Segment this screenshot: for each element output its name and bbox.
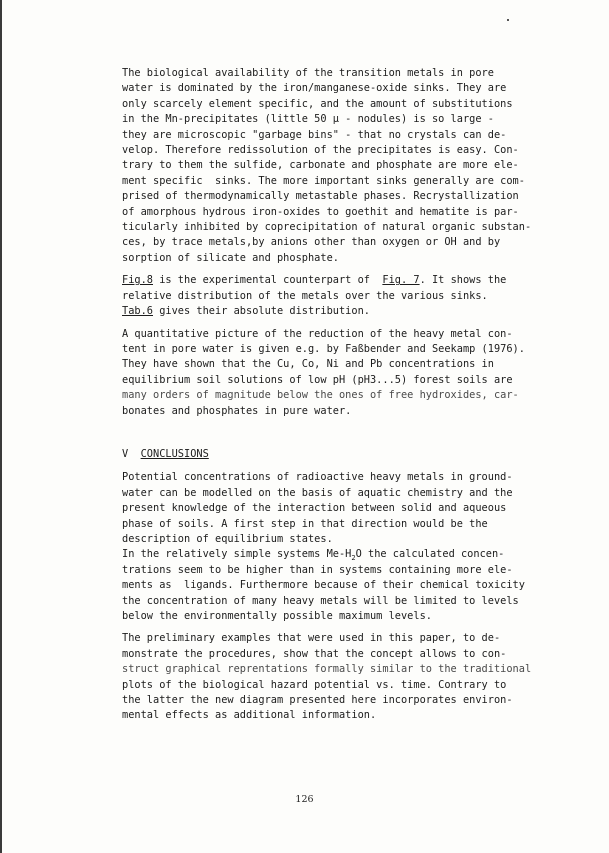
text-line: below the environmentally possible maximum levels. (122, 610, 432, 622)
text-line: equilibrium soil solutions of low pH (pH3...5) forest soils are (122, 373, 513, 386)
section-number: V (122, 447, 129, 460)
text-span: O the calculated concen- (355, 548, 505, 561)
text-line: of amorphous hydrous iron-oxides to goethit and hematite is par- (122, 205, 519, 218)
text-line: ments as ligands. Furthermore because of their chemical toxicity (122, 579, 525, 592)
text-line: struct graphical reprentations formally similar to the traditional (122, 663, 532, 676)
text-line: trary to them the sulfide, carbonate and phosphate are more ele- (122, 159, 519, 172)
section-heading (122, 447, 552, 462)
text-line: phase of soils. A first step in that direction would be the (122, 517, 488, 530)
text-line: The preliminary examples that were used in this paper, to de- (122, 632, 501, 645)
text-line (122, 547, 552, 562)
text-line: A quantitative picture of the reduction of the heavy metal con- (122, 327, 513, 340)
table-6-reference: Tab.6 (122, 305, 153, 318)
text-line: They have shown that the Cu, Co, Ni and Pb concentrations in (122, 358, 494, 371)
paragraph-conclusions-2 (122, 631, 552, 723)
text-line: description of equilibrium states. (122, 532, 333, 545)
text-line: the latter the new diagram presented here incorporates environ- (122, 694, 513, 707)
paragraph-conclusions-1 (122, 470, 552, 624)
text-line: ment specific sinks. The more important sinks generally are com- (122, 174, 525, 187)
text-line: The biological availability of the transition metals in pore (122, 67, 494, 79)
text-line: they are microscopic "garbage bins" - that no crystals can de- (122, 128, 507, 141)
text-span: . It shows the (419, 274, 507, 287)
text-line: the concentration of many heavy metals will be limited to levels (122, 594, 519, 607)
scan-edge-line (0, 0, 2, 853)
text-line: plots of the biological hazard potential vs. time. Contrary to (122, 678, 507, 691)
text-line: ces, by trace metals,by anions other than oxygen or OH and by (122, 236, 501, 249)
text-line (122, 304, 552, 319)
paragraph-sink-availability (122, 66, 552, 266)
text-line: water is dominated by the iron/manganese-oxide sinks. They are (122, 82, 507, 95)
section-title: CONCLUSIONS (140, 447, 209, 460)
figure-8-reference: Fig.8 (122, 274, 153, 287)
text-line: present knowledge of the interaction between solid and aqueous (122, 502, 507, 515)
figure-7-reference: Fig. 7 (382, 274, 420, 287)
text-line (122, 273, 552, 288)
scan-speck (507, 19, 509, 21)
text-line: mental effects as additional information. (122, 709, 377, 722)
text-span: gives their absolute distribution. (153, 305, 370, 318)
body-text (122, 66, 552, 731)
text-line: in the Mn-precipitates (little 50 µ - nodules) is so large - (122, 113, 494, 126)
text-span: is the experimental counterpart of (153, 274, 383, 287)
text-line (122, 447, 552, 462)
text-line: prised of thermodynamically metastable phases. Recrystallization (122, 190, 519, 203)
text-line: velop. Therefore redissolution of the precipitates is easy. Con- (122, 144, 519, 157)
text-line: tent in pore water is given e.g. by Faßbender and Seekamp (1976). (122, 342, 525, 355)
text-line: only scarcely element specific, and the amount of substitutions (122, 97, 513, 110)
text-line: bonates and phosphates in pure water. (122, 404, 352, 417)
page-number: 126 (295, 794, 314, 805)
text-line: many orders of magnitude below the ones of free hydroxides, car- (122, 389, 519, 402)
text-line: water can be modelled on the basis of aquatic chemistry and the (122, 486, 513, 499)
text-line: sorption of silicate and phosphate. (122, 251, 339, 264)
text-line: relative distribution of the metals over the various sinks. (122, 289, 488, 302)
paragraph-figure-reference (122, 273, 552, 319)
paragraph-pore-water (122, 327, 552, 419)
text-span: In the relatively simple systems Me-H (122, 548, 352, 561)
subscript-2: 2 (351, 554, 356, 563)
text-line: trations seem to be higher than in systems containing more ele- (122, 563, 513, 576)
text-line: Potential concentrations of radioactive heavy metals in ground- (122, 471, 513, 484)
text-line: ticularly inhibited by coprecipitation of natural organic substan- (122, 221, 532, 234)
text-line: monstrate the procedures, show that the concept allows to con- (122, 647, 507, 660)
